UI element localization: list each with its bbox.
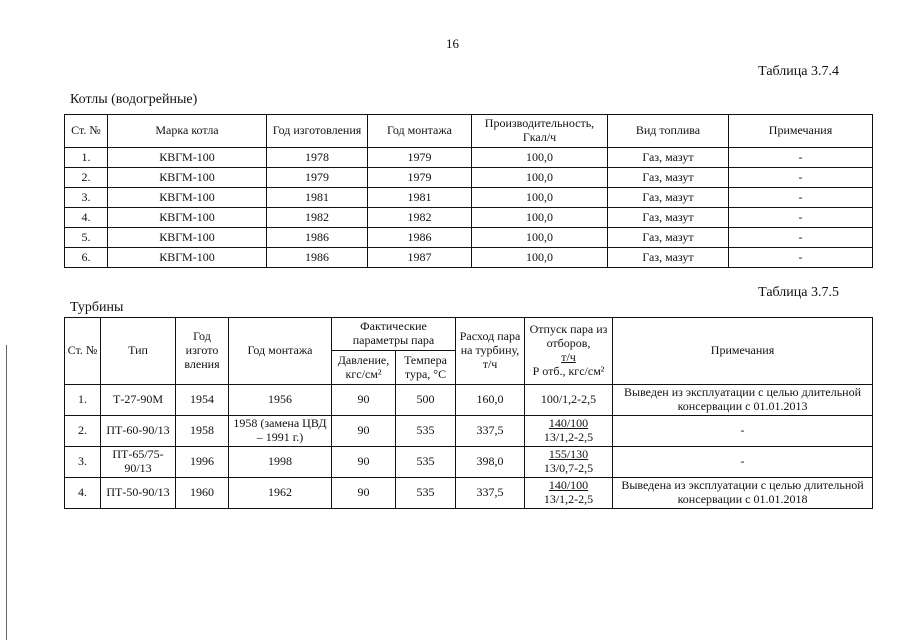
extraction-cell [525,478,613,509]
table-cell: 535 [396,478,456,509]
table-cell: 1954 [176,385,229,416]
table-row [65,478,873,509]
table-cell: 4. [65,208,108,228]
extraction-header-unit: т/ч [561,350,576,364]
table-cell: 1998 [229,447,332,478]
header-cell: Год изгото вления [176,318,229,385]
table-cell: - [729,188,873,208]
turbines-table [64,317,873,509]
extraction-pressure: 13/1,2-2,5 [543,430,594,444]
table-cell: КВГМ-100 [108,148,267,168]
table-cell: - [729,168,873,188]
table-row [65,168,873,188]
table-cell: 1978 [267,148,368,168]
table-cell: 5. [65,228,108,248]
notes-cell: - [613,447,873,478]
table-cell: 6. [65,248,108,268]
header-cell: Примечания [729,115,873,148]
table-cell: КВГМ-100 [108,168,267,188]
table-row [65,447,873,478]
header-cell: Давление, кгс/см² [332,351,396,385]
table-cell: ПТ-50-90/13 [101,478,176,509]
margin-line [6,345,7,640]
table-cell: 160,0 [456,385,525,416]
table-cell: Т-27-90М [101,385,176,416]
table-cell: 100,0 [472,188,608,208]
boilers-table [64,114,873,268]
table-cell: 3. [65,447,101,478]
table-cell: Газ, мазут [608,148,729,168]
table-cell: - [729,148,873,168]
table-cell: 100,0 [472,148,608,168]
extraction-cell [525,416,613,447]
extraction-flow: 140/100 [548,416,589,431]
table-label: Таблица 3.7.5 [758,285,839,300]
table-cell: 90 [332,478,396,509]
table-row [65,416,873,447]
table-caption: Котлы (водогрейные) [70,92,198,107]
table-row [65,148,873,168]
page-number: 16 [446,36,459,51]
header-cell: Год монтажа [368,115,472,148]
table-cell: 398,0 [456,447,525,478]
extraction-cell [525,385,613,416]
header-cell: Примечания [613,318,873,385]
extraction-flow: 140/100 [548,478,589,493]
table-row [65,248,873,268]
table-cell: 1982 [267,208,368,228]
table-row [65,228,873,248]
table-cell: 90 [332,416,396,447]
extraction-header-top: Отпуск пара из отборов, [529,322,608,351]
header-cell: Вид топлива [608,115,729,148]
table-row [65,188,873,208]
notes-cell: Выведена из эксплуатации с целью длительной консервации с 01.01.2018 [613,478,873,509]
table-cell: КВГМ-100 [108,228,267,248]
table-cell: 1960 [176,478,229,509]
table-header-row [65,115,873,148]
extraction-flow: 155/130 [548,447,589,462]
header-cell: Производительность, Гкал/ч [472,115,608,148]
table-cell: 4. [65,478,101,509]
table-cell: КВГМ-100 [108,248,267,268]
table-cell: 1962 [229,478,332,509]
table-cell: 1958 (замена ЦВД – 1991 г.) [229,416,332,447]
header-cell: Фактические параметры пара [332,318,456,351]
table-cell: 1981 [267,188,368,208]
extraction-header-bottom: Р отб., кгс/см² [532,363,605,378]
table-cell: Газ, мазут [608,228,729,248]
header-cell: Ст. № [65,318,101,385]
table-cell: ПТ-60-90/13 [101,416,176,447]
table-cell: 1. [65,148,108,168]
notes-cell: - [613,416,873,447]
header-cell: Марка котла [108,115,267,148]
table-caption: Турбины [70,300,124,315]
table-cell: - [729,248,873,268]
table-cell: 1956 [229,385,332,416]
header-cell: Темпера тура, °С [396,351,456,385]
table-cell: 1979 [368,148,472,168]
table-cell: 1986 [267,228,368,248]
header-cell [525,318,613,385]
table-cell: 1986 [368,228,472,248]
table-cell: 1981 [368,188,472,208]
header-cell: Расход пара на турбину, т/ч [456,318,525,385]
table-cell: 1996 [176,447,229,478]
table-cell: - [729,208,873,228]
header-cell: Год изготовления [267,115,368,148]
header-cell: Год монтажа [229,318,332,385]
table-cell: 3. [65,188,108,208]
table-cell: КВГМ-100 [108,188,267,208]
table-cell: 1958 [176,416,229,447]
table-cell: 1987 [368,248,472,268]
table-cell: 2. [65,168,108,188]
table-cell: 1979 [368,168,472,188]
extraction-pressure: 13/0,7-2,5 [543,461,594,475]
table-cell: 90 [332,447,396,478]
table-cell: Газ, мазут [608,248,729,268]
table-cell: 337,5 [456,478,525,509]
table-cell: Газ, мазут [608,188,729,208]
extraction-flow: 100/1,2-2,5 [540,392,597,407]
table-cell: Газ, мазут [608,168,729,188]
table-cell: КВГМ-100 [108,208,267,228]
table-cell: 500 [396,385,456,416]
table-cell: 1979 [267,168,368,188]
table-cell: 100,0 [472,248,608,268]
table-cell: 100,0 [472,228,608,248]
table-cell: 100,0 [472,208,608,228]
header-cell: Ст. № [65,115,108,148]
table-row [65,385,873,416]
table-cell: 1986 [267,248,368,268]
table-cell: - [729,228,873,248]
table-cell: 100,0 [472,168,608,188]
table-cell: 90 [332,385,396,416]
table-cell: 337,5 [456,416,525,447]
extraction-cell [525,447,613,478]
table-cell: 2. [65,416,101,447]
table-cell: 1982 [368,208,472,228]
extraction-pressure: 13/1,2-2,5 [543,492,594,506]
notes-cell: Выведен из эксплуатации с целью длительной консервации с 01.01.2013 [613,385,873,416]
table-cell: Газ, мазут [608,208,729,228]
table-cell: 535 [396,416,456,447]
table-cell: 535 [396,447,456,478]
table-cell: 1. [65,385,101,416]
table-row [65,208,873,228]
table-label: Таблица 3.7.4 [758,64,839,79]
table-cell: ПТ-65/75-90/13 [101,447,176,478]
table-header-row [65,318,873,351]
header-cell: Тип [101,318,176,385]
